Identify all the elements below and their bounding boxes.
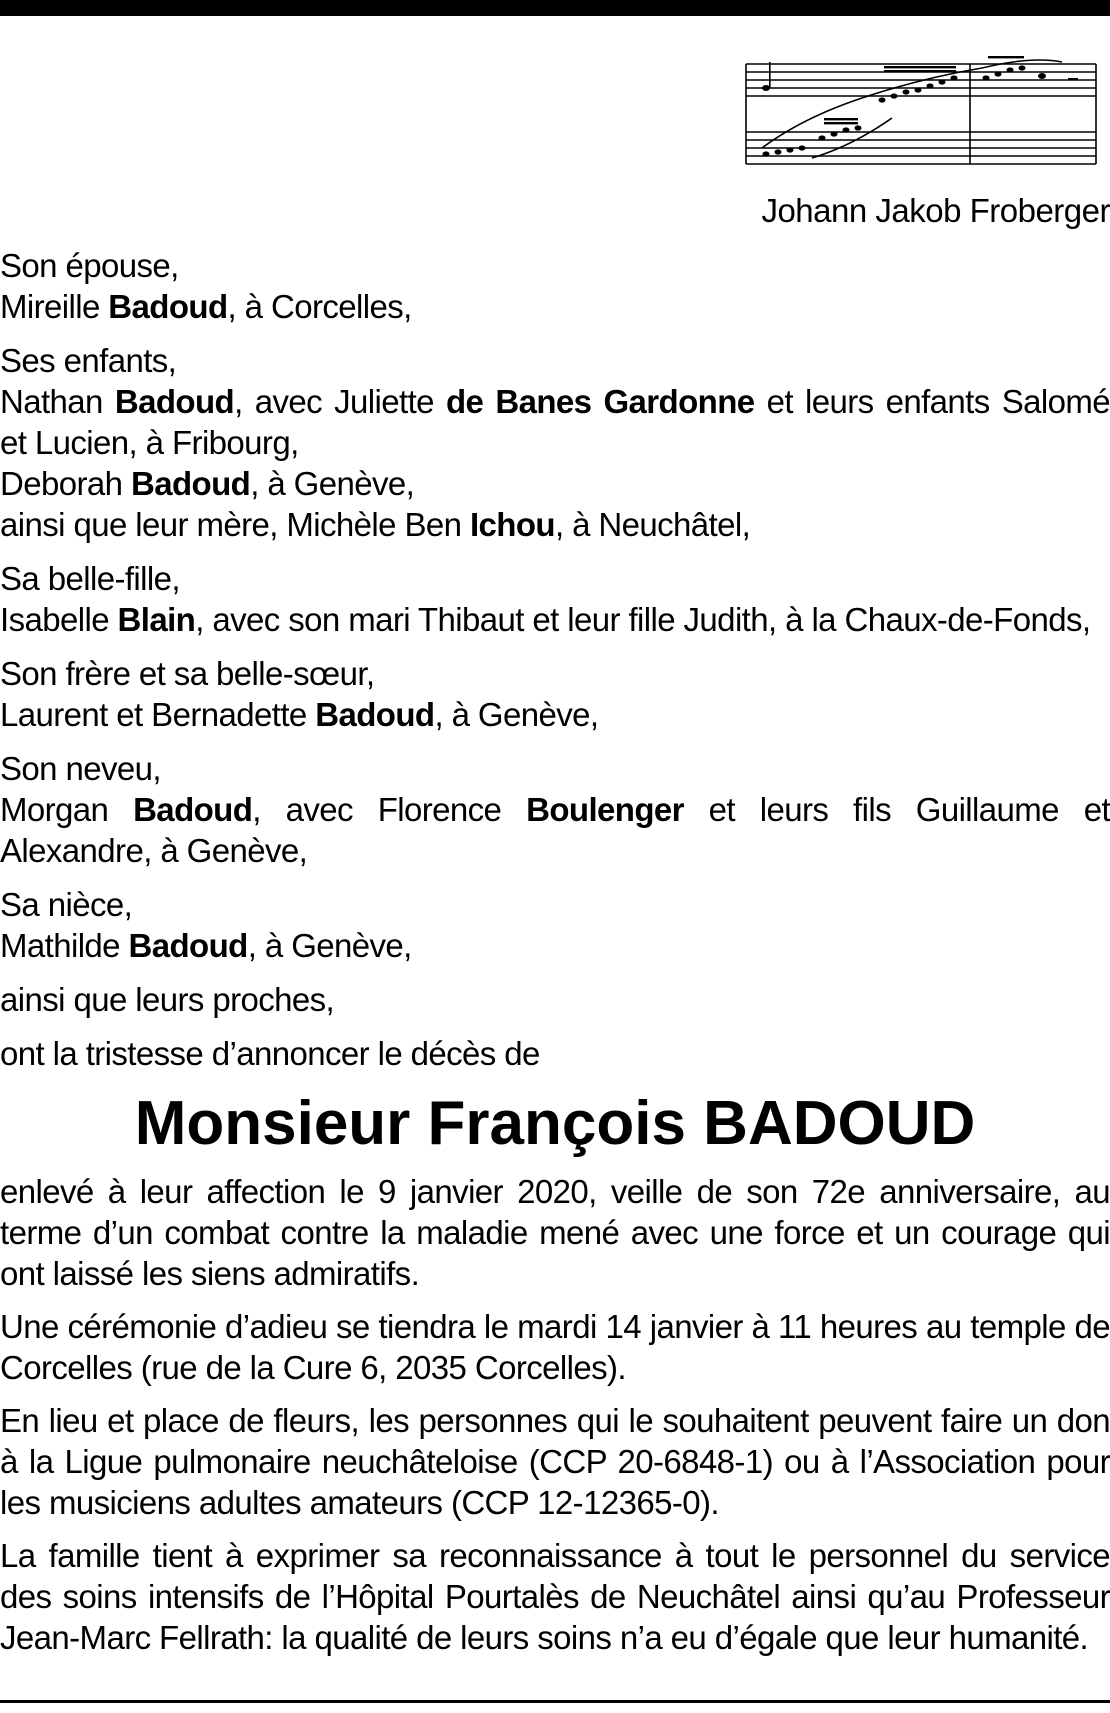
family-group — [0, 340, 1110, 545]
family-surname: Badoud — [114, 383, 235, 420]
closing-family-line: ainsi que leurs proches, — [0, 981, 335, 1018]
top-border-rule — [0, 0, 1110, 16]
family-member-line — [0, 789, 1110, 830]
family-text: Laurent et Bernadette — [0, 696, 316, 733]
family-text: , avec son mari Thibaut et leur fille Judith, à la Chaux-de-Fonds, — [195, 601, 1091, 638]
family-group — [0, 558, 1110, 640]
family-text: Mathilde — [0, 927, 129, 964]
family-member-line — [0, 286, 1110, 327]
family-text: , à Genève, — [247, 927, 412, 964]
family-surname: Badoud — [315, 696, 435, 733]
family-surname: Blain — [117, 601, 196, 638]
family-text: , à Genève, — [250, 465, 415, 502]
bottom-border-rule — [0, 1700, 1110, 1703]
family-text: Alexandre, à Genève, — [0, 832, 308, 869]
family-text: , avec Florence — [252, 791, 527, 828]
family-text: Deborah — [0, 465, 131, 502]
family-surname: Ichou — [469, 506, 555, 543]
obituary-paragraph: La famille tient à exprimer sa reconnaissance à tout le personnel du service des soins intensifs de l’Hôpital Pourtalès de Neuchâtel ainsi qu’au Professeur Jean-Marc Fellrath: la qualité de leurs soins n’a eu d’égale que leur humanité. — [0, 1537, 1110, 1656]
family-member-line — [0, 463, 1110, 504]
family-text: Morgan — [0, 791, 134, 828]
family-member-line — [0, 422, 1110, 463]
family-member-line — [0, 694, 1110, 735]
family-relation: Sa nièce, — [0, 886, 133, 923]
family-surname: Badoud — [130, 465, 251, 502]
family-group — [0, 653, 1110, 735]
family-text: Mireille — [0, 288, 109, 325]
family-relation: Sa belle-fille, — [0, 560, 180, 597]
family-surname: Badoud — [108, 288, 228, 325]
family-surname: de Banes Gardonne — [445, 383, 755, 420]
deceased-name: Monsieur François BADOUD — [134, 1089, 976, 1158]
family-member-line — [0, 830, 1110, 871]
obituary-paragraph: enlevé à leur affection le 9 janvier 2020, veille de son 72e anniversaire, au terme d’un combat contre la maladie mené avec une force et un courage qui ont laissé les siens admiratifs. — [0, 1173, 1110, 1292]
obituary-paragraph: Une cérémonie d’adieu se tiendra le mardi 14 janvier à 11 heures au temple de Corcelles (rue de la Cure 6, 2035 Corcelles). — [0, 1308, 1110, 1386]
family-text: et Lucien, à Fribourg, — [0, 424, 299, 461]
family-text: Nathan — [0, 383, 115, 420]
family-text: , à Genève, — [434, 696, 599, 733]
family-surname: Badoud — [133, 791, 253, 828]
family-group — [0, 245, 1110, 327]
family-relation: Son frère et sa belle-sœur, — [0, 655, 375, 692]
family-text: et leurs enfants Salomé — [754, 383, 1110, 420]
obituary-paragraphs — [0, 1171, 1110, 1658]
obituary-paragraph: En lieu et place de fleurs, les personnes qui le souhaitent peuvent faire un don à la Ligue pulmonaire neuchâteloise (CCP 20-6848-1) ou à l’Association pour les musiciens adultes amateurs (CCP 12-12365-0). — [0, 1402, 1110, 1521]
family-surname: Badoud — [128, 927, 248, 964]
family-text: , à Corcelles, — [227, 288, 412, 325]
composer-credit: Johann Jakob Froberger — [761, 192, 1110, 229]
family-surname: Boulenger — [526, 791, 684, 828]
family-group — [0, 748, 1110, 871]
family-member-line — [0, 381, 1110, 422]
family-member-line — [0, 925, 1110, 966]
family-group — [0, 884, 1110, 966]
family-text: et leurs fils Guillaume et — [683, 791, 1110, 828]
obituary-text — [0, 245, 1110, 1670]
family-text: , avec Juliette — [234, 383, 446, 420]
family-text: , à Neuchâtel, — [554, 506, 751, 543]
family-member-line — [0, 599, 1110, 640]
family-text: Isabelle — [0, 601, 118, 638]
announcement-line: ont la tristesse d’annoncer le décès de — [0, 1035, 540, 1072]
family-text: ainsi que leur mère, Michèle Ben — [0, 506, 470, 543]
family-relation: Son épouse, — [0, 247, 179, 284]
music-score-excerpt — [742, 48, 1100, 184]
family-member-line — [0, 504, 1110, 545]
family-relation: Son neveu, — [0, 750, 161, 787]
family-list — [0, 245, 1110, 966]
family-relation: Ses enfants, — [0, 342, 177, 379]
